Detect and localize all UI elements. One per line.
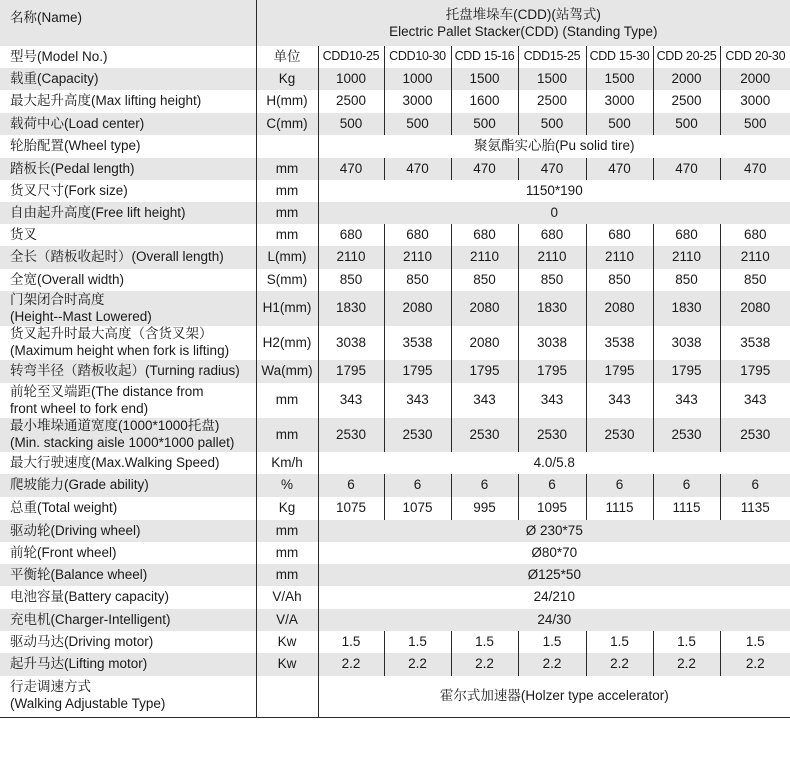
- spec-value: 1.5: [384, 631, 451, 653]
- spec-value: 2.2: [384, 653, 451, 676]
- spec-value: 470: [586, 158, 653, 180]
- spec-value: 1.5: [720, 631, 790, 653]
- spec-value: 2.2: [653, 653, 720, 676]
- model-cell: CDD 20-30: [720, 46, 790, 68]
- spec-label: [0, 418, 256, 452]
- spec-row: [0, 246, 790, 269]
- spec-unit: L(mm): [256, 246, 318, 269]
- spec-row: [0, 269, 790, 291]
- spec-value: 1795: [384, 360, 451, 383]
- spec-row: [0, 291, 790, 326]
- spec-row: [0, 564, 790, 586]
- spec-value: 343: [518, 383, 586, 418]
- spec-label-line-1: 门架闭合时高度: [10, 291, 105, 307]
- model-cell: CDD 15-16: [451, 46, 518, 68]
- spec-value: 6: [384, 474, 451, 497]
- spec-value: 2110: [318, 246, 384, 269]
- spec-value: 1795: [518, 360, 586, 383]
- spec-value: 3000: [384, 90, 451, 113]
- spec-value: 1795: [318, 360, 384, 383]
- product-title: [256, 0, 790, 46]
- spec-value: 2.2: [518, 653, 586, 676]
- spec-value: 2000: [720, 68, 790, 90]
- spec-value: 500: [653, 113, 720, 135]
- spec-value: 1095: [518, 497, 586, 520]
- spec-value: 2500: [518, 90, 586, 113]
- spec-value: 343: [720, 383, 790, 418]
- spec-label: [0, 326, 256, 360]
- spec-value-all-models: Ø 230*75: [318, 520, 790, 542]
- header-row: [0, 0, 790, 46]
- spec-value: 2530: [451, 418, 518, 452]
- spec-value: 1115: [653, 497, 720, 520]
- spec-value: 2530: [586, 418, 653, 452]
- spec-label-line-2: (Height--Mast Lowered): [10, 308, 152, 324]
- spec-value: 2530: [653, 418, 720, 452]
- spec-value: 2080: [451, 291, 518, 326]
- spec-value: 2.2: [586, 653, 653, 676]
- spec-value: 500: [384, 113, 451, 135]
- spec-unit: mm: [256, 520, 318, 542]
- spec-value: 6: [451, 474, 518, 497]
- spec-value: 500: [518, 113, 586, 135]
- spec-row: [0, 586, 790, 609]
- spec-unit: mm: [256, 180, 318, 202]
- spec-unit: Kg: [256, 497, 318, 520]
- spec-row: [0, 474, 790, 497]
- title-line-1: 托盘堆垛车(CDD)(站驾式): [445, 7, 601, 22]
- spec-unit: V/Ah: [256, 586, 318, 609]
- spec-row: [0, 326, 790, 360]
- spec-row: [0, 113, 790, 135]
- spec-row: [0, 520, 790, 542]
- spec-unit: mm: [256, 202, 318, 224]
- spec-value: 1115: [586, 497, 653, 520]
- spec-label: 平衡轮(Balance wheel): [0, 564, 256, 586]
- spec-label: 货叉: [0, 224, 256, 246]
- spec-value: 2110: [720, 246, 790, 269]
- spec-value: 680: [518, 224, 586, 246]
- spec-value: 343: [653, 383, 720, 418]
- spec-value-all-models: 0: [318, 202, 790, 224]
- spec-label: 载荷中心(Load center): [0, 113, 256, 135]
- spec-value: 343: [384, 383, 451, 418]
- spec-value: 1830: [653, 291, 720, 326]
- spec-label: [0, 291, 256, 326]
- spec-value: 3038: [318, 326, 384, 360]
- spec-value-all-models: 4.0/5.8: [318, 452, 790, 474]
- model-cell: CDD10-30: [384, 46, 451, 68]
- spec-value: 6: [720, 474, 790, 497]
- spec-value: 680: [720, 224, 790, 246]
- spec-value: 6: [318, 474, 384, 497]
- spec-value: 1830: [518, 291, 586, 326]
- spec-value: 680: [318, 224, 384, 246]
- spec-row: [0, 68, 790, 90]
- spec-label: [0, 383, 256, 418]
- spec-value: 2.2: [720, 653, 790, 676]
- spec-row: [0, 653, 790, 676]
- spec-value: 2000: [653, 68, 720, 90]
- spec-value: 500: [720, 113, 790, 135]
- spec-value-all-models: 聚氨酯实心胎(Pu solid tire): [318, 135, 790, 158]
- spec-unit: [256, 135, 318, 158]
- spec-label: 自由起升高度(Free lift height): [0, 202, 256, 224]
- spec-unit: Kg: [256, 68, 318, 90]
- spec-label: 起升马达(Lifting motor): [0, 653, 256, 676]
- spec-label-line-2: (Min. stacking aisle 1000*1000 pallet): [10, 435, 235, 450]
- spec-value: 2080: [384, 291, 451, 326]
- spec-unit: H1(mm): [256, 291, 318, 326]
- spec-unit: Km/h: [256, 452, 318, 474]
- spec-unit: mm: [256, 158, 318, 180]
- spec-row: [0, 180, 790, 202]
- spec-value: 850: [384, 269, 451, 291]
- spec-label: 全长（踏板收起时）(Overall length): [0, 246, 256, 269]
- spec-value: 2.2: [318, 653, 384, 676]
- spec-value: 680: [451, 224, 518, 246]
- spec-value: 2110: [518, 246, 586, 269]
- spec-value: 1000: [318, 68, 384, 90]
- spec-row: [0, 158, 790, 180]
- spec-value: 850: [720, 269, 790, 291]
- spec-value: 1795: [586, 360, 653, 383]
- spec-label: 转弯半径（踏板收起）(Turning radius): [0, 360, 256, 383]
- spec-label-line-1: 前轮至叉端距(The distance from: [10, 383, 204, 399]
- spec-row: [0, 418, 790, 452]
- spec-row: [0, 676, 790, 717]
- spec-value: 2080: [720, 291, 790, 326]
- spec-row: [0, 202, 790, 224]
- spec-value-all-models: Ø80*70: [318, 542, 790, 564]
- spec-row: [0, 360, 790, 383]
- spec-label: 载重(Capacity): [0, 68, 256, 90]
- spec-value: 3538: [720, 326, 790, 360]
- spec-unit: mm: [256, 224, 318, 246]
- spec-value: 2110: [451, 246, 518, 269]
- spec-unit: C(mm): [256, 113, 318, 135]
- spec-label: [0, 676, 256, 717]
- spec-value: 1500: [451, 68, 518, 90]
- spec-label: 货叉尺寸(Fork size): [0, 180, 256, 202]
- model-cell: CDD10-25: [318, 46, 384, 68]
- spec-value: 1.5: [586, 631, 653, 653]
- spec-value: 1.5: [518, 631, 586, 653]
- spec-value: 2110: [384, 246, 451, 269]
- spec-value: 1000: [384, 68, 451, 90]
- spec-value: 680: [653, 224, 720, 246]
- spec-value: 1.5: [318, 631, 384, 653]
- spec-value-all-models: 1150*190: [318, 180, 790, 202]
- spec-unit: Kw: [256, 631, 318, 653]
- spec-label: 踏板长(Pedal length): [0, 158, 256, 180]
- spec-value: 343: [318, 383, 384, 418]
- spec-label-line-2: front wheel to fork end): [10, 400, 149, 416]
- spec-value: 3000: [586, 90, 653, 113]
- spec-value: 1500: [586, 68, 653, 90]
- spec-value: 1830: [318, 291, 384, 326]
- spec-unit: mm: [256, 418, 318, 452]
- name-label: 名称(Name): [0, 0, 256, 46]
- spec-value: 6: [653, 474, 720, 497]
- spec-value: 470: [384, 158, 451, 180]
- spec-unit: Wa(mm): [256, 360, 318, 383]
- spec-unit: Kw: [256, 653, 318, 676]
- spec-unit: H2(mm): [256, 326, 318, 360]
- spec-value: 850: [586, 269, 653, 291]
- spec-unit: %: [256, 474, 318, 497]
- spec-value: 2110: [586, 246, 653, 269]
- spec-value: 500: [451, 113, 518, 135]
- spec-label: 驱动马达(Driving motor): [0, 631, 256, 653]
- spec-value: 1600: [451, 90, 518, 113]
- spec-value: 343: [586, 383, 653, 418]
- spec-value: 1075: [384, 497, 451, 520]
- spec-unit: mm: [256, 564, 318, 586]
- spec-value-all-models: 24/30: [318, 609, 790, 631]
- spec-row: [0, 631, 790, 653]
- spec-unit: V/A: [256, 609, 318, 631]
- spec-value: 1.5: [653, 631, 720, 653]
- title-line-2: Electric Pallet Stacker(CDD) (Standing Type): [389, 24, 658, 39]
- spec-value: 500: [318, 113, 384, 135]
- model-row: [0, 46, 790, 68]
- spec-label: 前轮(Front wheel): [0, 542, 256, 564]
- spec-value: 470: [318, 158, 384, 180]
- spec-value: 470: [720, 158, 790, 180]
- spec-value: 3538: [586, 326, 653, 360]
- spec-value: 2080: [451, 326, 518, 360]
- unit-header: 单位: [256, 46, 318, 68]
- spec-value: 1.5: [451, 631, 518, 653]
- spec-row: [0, 383, 790, 418]
- spec-unit: H(mm): [256, 90, 318, 113]
- spec-value: 3538: [384, 326, 451, 360]
- spec-label: 全宽(Overall width): [0, 269, 256, 291]
- spec-label: 最大行驶速度(Max.Walking Speed): [0, 452, 256, 474]
- spec-value: 2530: [720, 418, 790, 452]
- spec-row: [0, 609, 790, 631]
- model-cell: CDD15-25: [518, 46, 586, 68]
- spec-label: 爬坡能力(Grade ability): [0, 474, 256, 497]
- model-cell: CDD 15-30: [586, 46, 653, 68]
- model-cell: CDD 20-25: [653, 46, 720, 68]
- spec-value: 343: [451, 383, 518, 418]
- spec-value: 680: [586, 224, 653, 246]
- spec-value: 3000: [720, 90, 790, 113]
- spec-value: 470: [451, 158, 518, 180]
- spec-value: 500: [586, 113, 653, 135]
- spec-label-line-1: 货叉起升时最大高度（含货叉架）: [10, 326, 213, 342]
- spec-value: 6: [586, 474, 653, 497]
- spec-value: 3038: [653, 326, 720, 360]
- spec-value: 3038: [518, 326, 586, 360]
- spec-unit: mm: [256, 383, 318, 418]
- spec-value-all-models: Ø125*50: [318, 564, 790, 586]
- spec-unit: S(mm): [256, 269, 318, 291]
- spec-row: [0, 452, 790, 474]
- spec-unit: mm: [256, 542, 318, 564]
- spec-value: 2500: [653, 90, 720, 113]
- spec-label-line-2: (Maximum height when fork is lifting): [10, 343, 230, 358]
- spec-value: 2.2: [451, 653, 518, 676]
- spec-label: 总重(Total weight): [0, 497, 256, 520]
- spec-value: 850: [318, 269, 384, 291]
- spec-value: 2530: [318, 418, 384, 452]
- spec-label: 电池容量(Battery capacity): [0, 586, 256, 609]
- spec-value: 2080: [586, 291, 653, 326]
- model-label: 型号(Model No.): [0, 46, 256, 68]
- spec-value-all-models: 霍尔式加速器(Holzer type accelerator): [318, 676, 790, 717]
- spec-value: 850: [653, 269, 720, 291]
- spec-label: 轮胎配置(Wheel type): [0, 135, 256, 158]
- spec-value: 1795: [653, 360, 720, 383]
- spec-value: 1795: [451, 360, 518, 383]
- spec-value: 680: [384, 224, 451, 246]
- spec-value: 2530: [384, 418, 451, 452]
- spec-value: 470: [653, 158, 720, 180]
- spec-value: 995: [451, 497, 518, 520]
- spec-value: 1135: [720, 497, 790, 520]
- spec-label: 最大起升高度(Max lifting height): [0, 90, 256, 113]
- spec-label-line-1: 最小堆垛通道宽度(1000*1000托盘): [10, 418, 220, 434]
- spec-label: 驱动轮(Driving wheel): [0, 520, 256, 542]
- spec-row: [0, 90, 790, 113]
- spec-value-all-models: 24/210: [318, 586, 790, 609]
- spec-label-line-2: (Walking Adjustable Type): [10, 696, 166, 712]
- spec-value: 6: [518, 474, 586, 497]
- spec-row: [0, 497, 790, 520]
- spec-value: 1075: [318, 497, 384, 520]
- spec-value: 2110: [653, 246, 720, 269]
- spec-label: 充电机(Charger-Intelligent): [0, 609, 256, 631]
- spec-value: 470: [518, 158, 586, 180]
- spec-value: 1795: [720, 360, 790, 383]
- spec-value: 1500: [518, 68, 586, 90]
- spec-row: [0, 224, 790, 246]
- spec-value: 2500: [318, 90, 384, 113]
- spec-row: [0, 135, 790, 158]
- spec-row: [0, 542, 790, 564]
- spec-value: 850: [518, 269, 586, 291]
- spec-value: 850: [451, 269, 518, 291]
- spec-value: 2530: [518, 418, 586, 452]
- spec-label-line-1: 行走调速方式: [10, 679, 91, 695]
- spec-unit: [256, 676, 318, 717]
